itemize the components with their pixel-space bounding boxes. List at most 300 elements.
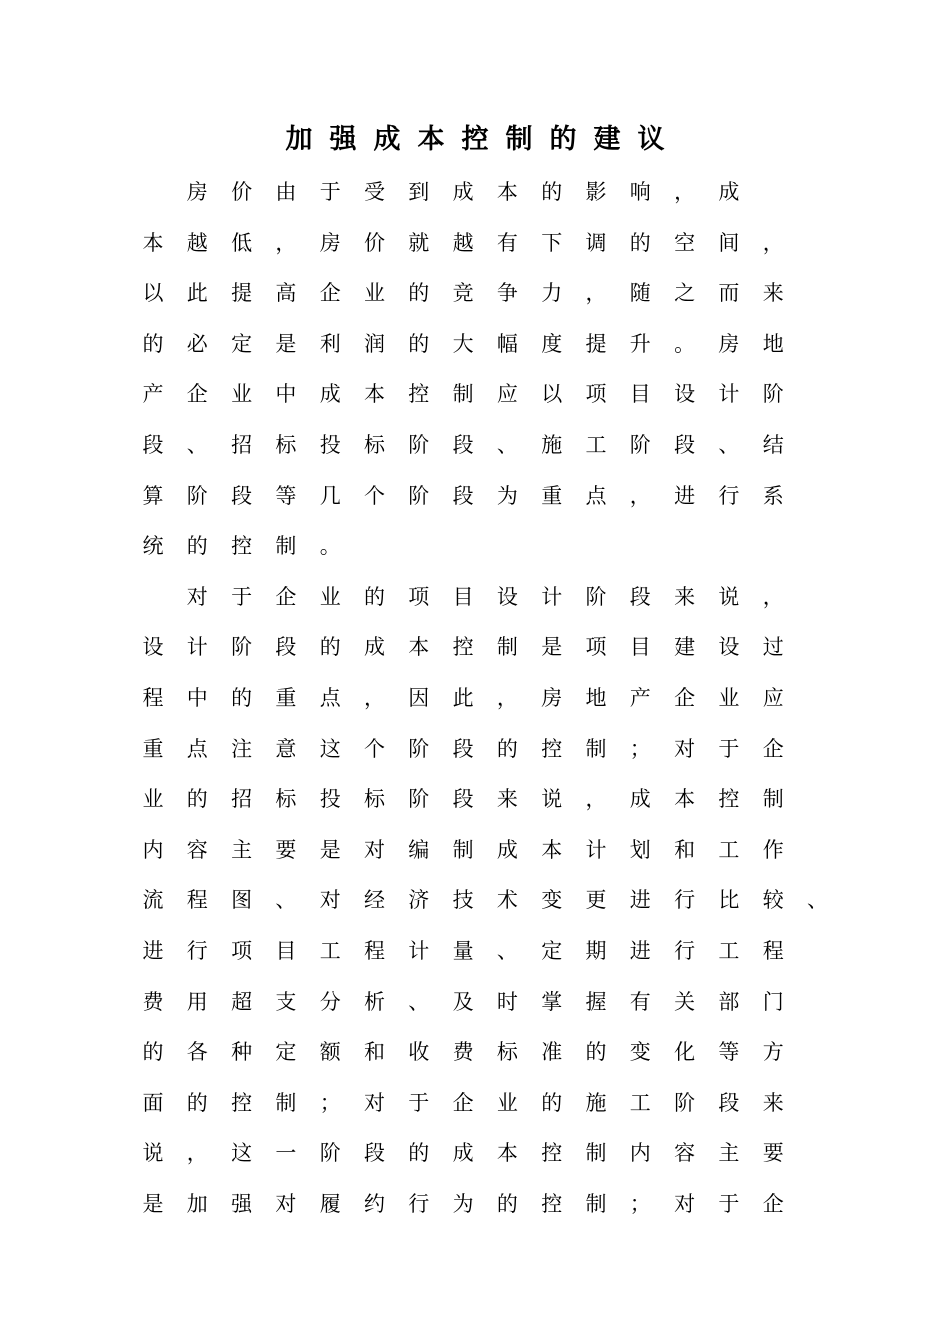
text-char: 阶	[408, 433, 430, 457]
text-line	[131, 1027, 831, 1077]
text-char: 阶	[231, 635, 253, 660]
text-char: 期	[585, 939, 607, 963]
text-char: 编	[408, 837, 430, 862]
text-char: 程	[762, 939, 784, 963]
text-char: 有	[496, 230, 518, 255]
text-char: 项	[408, 584, 430, 609]
text-line	[131, 167, 831, 217]
text-char: 系	[762, 483, 784, 508]
text-char: 内	[629, 1141, 651, 1166]
text-char: 段	[674, 433, 696, 457]
text-char: 掌	[541, 989, 563, 1014]
text-char: 对	[186, 584, 208, 609]
text-line	[131, 673, 831, 723]
text-char: 工	[718, 837, 740, 862]
text-line	[131, 774, 831, 824]
text-char: 计	[541, 584, 563, 609]
text-char: 程	[142, 686, 164, 710]
text-char: 业	[364, 281, 385, 306]
text-char: 进	[629, 888, 651, 913]
text-char: 重	[142, 736, 164, 761]
text-char: 行	[718, 483, 740, 508]
text-char: 行	[674, 888, 696, 913]
text-char: 制	[452, 837, 474, 862]
text-char: ，	[629, 483, 651, 508]
text-char: 对	[364, 837, 385, 862]
text-char: 程	[364, 939, 385, 963]
text-line	[131, 1179, 831, 1229]
text-char: 流	[142, 888, 164, 913]
text-char: 段	[142, 433, 164, 457]
text-char: 面	[142, 1090, 164, 1115]
text-char: 量	[452, 939, 474, 963]
text-char: 阶	[186, 483, 208, 508]
text-char: 、	[408, 989, 430, 1014]
text-char: 说	[541, 787, 563, 812]
text-char: 地	[585, 686, 607, 710]
text-char: 下	[541, 230, 563, 255]
text-char: 计	[186, 635, 208, 660]
text-line	[131, 1128, 831, 1178]
text-char: 设	[142, 635, 164, 660]
text-char: 业	[718, 686, 740, 710]
text-char: 收	[408, 1040, 430, 1065]
text-char: 控	[541, 1192, 563, 1216]
text-char: 是	[142, 1192, 164, 1216]
text-char: 应	[762, 686, 784, 710]
text-char: 控	[541, 1141, 563, 1166]
text-char: 本	[142, 230, 164, 255]
text-char: 高	[275, 281, 297, 306]
text-char: 幅	[496, 331, 518, 356]
text-char: ，	[674, 180, 696, 204]
text-char: 费	[452, 1040, 474, 1065]
text-char: 力	[541, 281, 563, 306]
text-char: 控	[452, 635, 474, 660]
text-char: 段	[452, 433, 474, 457]
text-char: 利	[319, 331, 341, 356]
text-char: 空	[674, 230, 696, 255]
text-char: 的	[496, 736, 518, 761]
text-char: 房	[319, 230, 341, 255]
text-char: 必	[186, 331, 208, 356]
text-char: 来	[762, 281, 784, 306]
text-char: 段	[231, 483, 253, 508]
text-char: 业	[319, 584, 341, 609]
text-char: 成	[496, 837, 518, 862]
text-char: ，	[762, 584, 784, 609]
text-char: 控	[541, 736, 563, 761]
text-char: 、	[807, 888, 828, 913]
text-char: 费	[142, 989, 164, 1014]
text-char: 门	[762, 989, 784, 1014]
text-char: 制	[452, 382, 474, 407]
text-char: 随	[629, 281, 651, 306]
text-char: 控	[408, 382, 430, 407]
text-line	[131, 1078, 831, 1128]
text-char: 术	[496, 888, 518, 913]
text-char: 目	[629, 382, 651, 407]
text-char: 房	[718, 331, 740, 356]
text-char: 强	[231, 1192, 253, 1216]
text-char: 对	[319, 888, 341, 913]
text-char: 企	[186, 382, 208, 407]
text-char: 关	[674, 989, 696, 1014]
text-char: 制	[496, 635, 518, 660]
text-char: ；	[629, 1192, 651, 1216]
text-char: 工	[629, 1090, 651, 1115]
text-char: 和	[674, 837, 696, 862]
text-char: 作	[762, 837, 784, 862]
text-char: 施	[541, 433, 563, 457]
text-char: 点	[186, 736, 208, 761]
text-char: 阶	[408, 483, 430, 508]
text-char: 的	[496, 1192, 518, 1216]
text-char: 个	[364, 483, 385, 508]
text-char: 准	[541, 1040, 563, 1065]
text-char: 、	[718, 433, 740, 457]
text-char: 行	[186, 939, 208, 963]
text-char: 标	[496, 1040, 518, 1065]
text-char: 产	[629, 686, 651, 710]
text-char: 由	[275, 180, 297, 204]
text-char: 于	[408, 1090, 430, 1115]
text-char: 这	[231, 1141, 253, 1166]
text-char: 统	[142, 534, 164, 559]
text-char: 对	[674, 1192, 696, 1216]
text-char: 段	[629, 584, 651, 609]
text-char: 段	[718, 1090, 740, 1115]
text-char: 此	[186, 281, 208, 306]
text-char: 比	[718, 888, 740, 913]
text-char: 越	[452, 230, 474, 255]
text-char: 到	[408, 180, 430, 204]
text-char: 是	[541, 635, 563, 660]
text-char: 析	[364, 989, 385, 1014]
text-char: 的	[541, 180, 563, 204]
text-char: 的	[408, 331, 430, 356]
text-char: 于	[319, 180, 341, 204]
text-char: 制	[275, 1090, 297, 1115]
text-char: 争	[496, 281, 518, 306]
text-char: 企	[452, 1090, 474, 1115]
text-char: 等	[718, 1040, 740, 1065]
text-char: 目	[275, 939, 297, 963]
text-char: 变	[629, 1040, 651, 1065]
text-char: 本	[674, 787, 696, 812]
text-char: 阶	[408, 787, 430, 812]
text-char: 程	[186, 888, 208, 913]
text-char: 招	[231, 787, 253, 812]
text-char: 计	[585, 837, 607, 862]
text-line	[131, 875, 831, 925]
text-char: 于	[231, 584, 253, 609]
text-char: 业	[142, 787, 164, 812]
text-char: 阶	[762, 382, 784, 407]
text-char: 成	[452, 1141, 474, 1166]
text-line	[131, 319, 831, 369]
text-char: 企	[762, 1192, 784, 1216]
text-char: 履	[319, 1192, 341, 1216]
text-char: 本	[408, 635, 430, 660]
text-line	[131, 572, 831, 622]
text-char: 本	[364, 382, 385, 407]
text-char: 几	[319, 483, 341, 508]
text-char: 有	[629, 989, 651, 1014]
text-char: 建	[674, 635, 696, 660]
text-char: 企	[275, 584, 297, 609]
text-char: 、	[186, 433, 208, 457]
text-char: 业	[231, 382, 253, 407]
text-char: 来	[496, 787, 518, 812]
text-char	[131, 167, 175, 217]
text-char: 变	[541, 888, 563, 913]
text-char: 为	[452, 1192, 474, 1216]
text-char: 设	[674, 382, 696, 407]
text-char: 技	[452, 888, 474, 913]
text-char: 目	[629, 635, 651, 660]
text-char: 超	[231, 989, 253, 1014]
text-char: 结	[762, 433, 784, 457]
text-char: 方	[762, 1040, 784, 1065]
text-char: 图	[231, 888, 253, 913]
text-char: 制	[275, 534, 297, 559]
text-char: 房	[186, 180, 208, 204]
text-char: 大	[452, 331, 474, 356]
text-char: 主	[231, 837, 253, 862]
text-char: 、	[496, 433, 518, 457]
text-char: 的	[364, 584, 385, 609]
text-char: 提	[231, 281, 253, 306]
text-char: 以	[541, 382, 563, 407]
text-line	[131, 369, 831, 419]
text-char: ，	[364, 686, 385, 710]
text-char: 容	[186, 837, 208, 862]
text-char: 本	[541, 837, 563, 862]
text-char: 、	[496, 939, 518, 963]
text-char: 较	[762, 888, 784, 913]
text-char: 部	[718, 989, 740, 1014]
text-char: 成	[452, 180, 474, 204]
text-char: 。	[319, 534, 341, 559]
text-char: ，	[275, 230, 297, 255]
text-char: 时	[496, 989, 518, 1014]
text-char: 来	[762, 1090, 784, 1115]
text-char: 施	[585, 1090, 607, 1115]
text-char: 而	[718, 281, 740, 306]
text-char: 点	[319, 686, 341, 710]
text-line	[131, 471, 831, 521]
text-char: 成	[718, 180, 740, 204]
text-char: 阶	[319, 1141, 341, 1166]
text-char: 经	[364, 888, 385, 913]
text-char: 和	[364, 1040, 385, 1065]
text-char: 的	[186, 1090, 208, 1115]
text-char: 定	[231, 331, 253, 356]
text-char: 此	[452, 686, 474, 710]
text-char: 重	[541, 483, 563, 508]
text-char: 支	[275, 989, 297, 1014]
text-char: 这	[319, 736, 341, 761]
text-char: 定	[275, 1040, 297, 1065]
text-char: ，	[585, 281, 607, 306]
text-char: 进	[674, 483, 696, 508]
text-char: 就	[408, 230, 430, 255]
text-char: 于	[718, 1192, 740, 1216]
text-char: 工	[319, 939, 341, 963]
text-char: 要	[275, 837, 297, 862]
text-char: 一	[275, 1141, 297, 1166]
text-char: 应	[496, 382, 518, 407]
text-char: 计	[408, 939, 430, 963]
text-char: ，	[186, 1141, 208, 1166]
text-char: 标	[275, 787, 297, 812]
text-char: 本	[496, 1141, 518, 1166]
text-line	[131, 218, 831, 268]
text-char: 标	[364, 433, 385, 457]
text-char: 阶	[585, 584, 607, 609]
text-char: 因	[408, 686, 430, 710]
text-line	[131, 420, 831, 470]
text-char: 更	[585, 888, 607, 913]
text-char: 于	[718, 736, 740, 761]
text-char: 行	[674, 939, 696, 963]
text-char: 控	[231, 534, 253, 559]
text-char: 分	[319, 989, 341, 1014]
text-char: 的	[408, 281, 430, 306]
text-char: ，	[762, 230, 784, 255]
text-char: 为	[496, 483, 518, 508]
text-char: 调	[585, 230, 607, 255]
text-char: 中	[275, 382, 297, 407]
text-char: 阶	[408, 736, 430, 761]
text-char: 来	[674, 584, 696, 609]
text-char: 竞	[452, 281, 474, 306]
text-char: 的	[408, 1141, 430, 1166]
text-char: 要	[762, 1141, 784, 1166]
text-char: 成	[364, 635, 385, 660]
text-char: 的	[629, 230, 651, 255]
text-char: 项	[585, 635, 607, 660]
text-char: 标	[275, 433, 297, 457]
text-char: 的	[142, 331, 164, 356]
text-char: ；	[319, 1090, 341, 1115]
text-char: 额	[319, 1040, 341, 1065]
text-char: 是	[319, 837, 341, 862]
text-char: 行	[408, 1192, 430, 1216]
text-char: 的	[319, 635, 341, 660]
text-char: 制	[585, 1141, 607, 1166]
text-char: 产	[142, 382, 164, 407]
text-char: 成	[319, 382, 341, 407]
text-char: 升	[629, 331, 651, 356]
text-char: 润	[364, 331, 385, 356]
text-char: 的	[186, 787, 208, 812]
text-char: 划	[629, 837, 651, 862]
text-line	[131, 622, 831, 672]
text-char: 工	[585, 433, 607, 457]
text-char: 项	[231, 939, 253, 963]
text-char: 。	[674, 331, 696, 356]
text-char: 企	[674, 686, 696, 710]
text-line	[131, 268, 831, 318]
text-char: 握	[585, 989, 607, 1014]
document-title: 加强成本控制的建议	[285, 124, 682, 155]
text-char	[131, 572, 175, 622]
text-char: 段	[452, 483, 474, 508]
text-char: 提	[585, 331, 607, 356]
text-char: 招	[231, 433, 253, 457]
text-char: 价	[231, 180, 253, 204]
text-char: 工	[718, 939, 740, 963]
text-char: 进	[629, 939, 651, 963]
text-char: 段	[452, 736, 474, 761]
text-char: 目	[452, 584, 474, 609]
text-char: 房	[541, 686, 563, 710]
text-line	[131, 825, 831, 875]
text-char: 制	[585, 736, 607, 761]
text-char: 种	[231, 1040, 253, 1065]
text-char: 控	[718, 787, 740, 812]
text-char: 说	[718, 584, 740, 609]
text-char: 等	[275, 483, 297, 508]
text-char: 控	[231, 1090, 253, 1115]
text-char: 低	[231, 230, 253, 255]
text-char: 及	[452, 989, 474, 1014]
text-char: 进	[142, 939, 164, 963]
text-char: 、	[275, 888, 297, 913]
text-char: 对	[364, 1090, 385, 1115]
text-char: 化	[674, 1040, 696, 1065]
text-char: 的	[186, 534, 208, 559]
text-char: 成	[629, 787, 651, 812]
text-char: 对	[674, 736, 696, 761]
text-char: 算	[142, 483, 164, 508]
text-char: 重	[275, 686, 297, 710]
text-char: 容	[674, 1141, 696, 1166]
text-char: 以	[142, 281, 164, 306]
text-char: 本	[496, 180, 518, 204]
text-line	[131, 724, 831, 774]
text-char: 之	[674, 281, 696, 306]
text-char: 的	[541, 1090, 563, 1115]
text-char: 中	[186, 686, 208, 710]
text-char: 制	[762, 787, 784, 812]
text-char: ，	[585, 787, 607, 812]
text-char: 投	[319, 787, 341, 812]
text-char: 济	[408, 888, 430, 913]
text-char: 受	[364, 180, 385, 204]
text-char: 设	[496, 584, 518, 609]
text-line	[131, 521, 831, 571]
text-char: ，	[496, 686, 518, 710]
text-char: 点	[585, 483, 607, 508]
text-char: 响	[629, 180, 651, 204]
text-char: 阶	[674, 1090, 696, 1115]
text-char: 各	[186, 1040, 208, 1065]
text-char: 企	[319, 281, 341, 306]
text-line	[131, 926, 831, 976]
text-char: 段	[452, 787, 474, 812]
text-char: ；	[629, 736, 651, 761]
text-char: 段	[275, 635, 297, 660]
text-char: 过	[762, 635, 784, 660]
text-char: 影	[585, 180, 607, 204]
text-char: 设	[718, 635, 740, 660]
text-char: 是	[275, 331, 297, 356]
text-char: 个	[364, 736, 385, 761]
text-char: 主	[718, 1141, 740, 1166]
